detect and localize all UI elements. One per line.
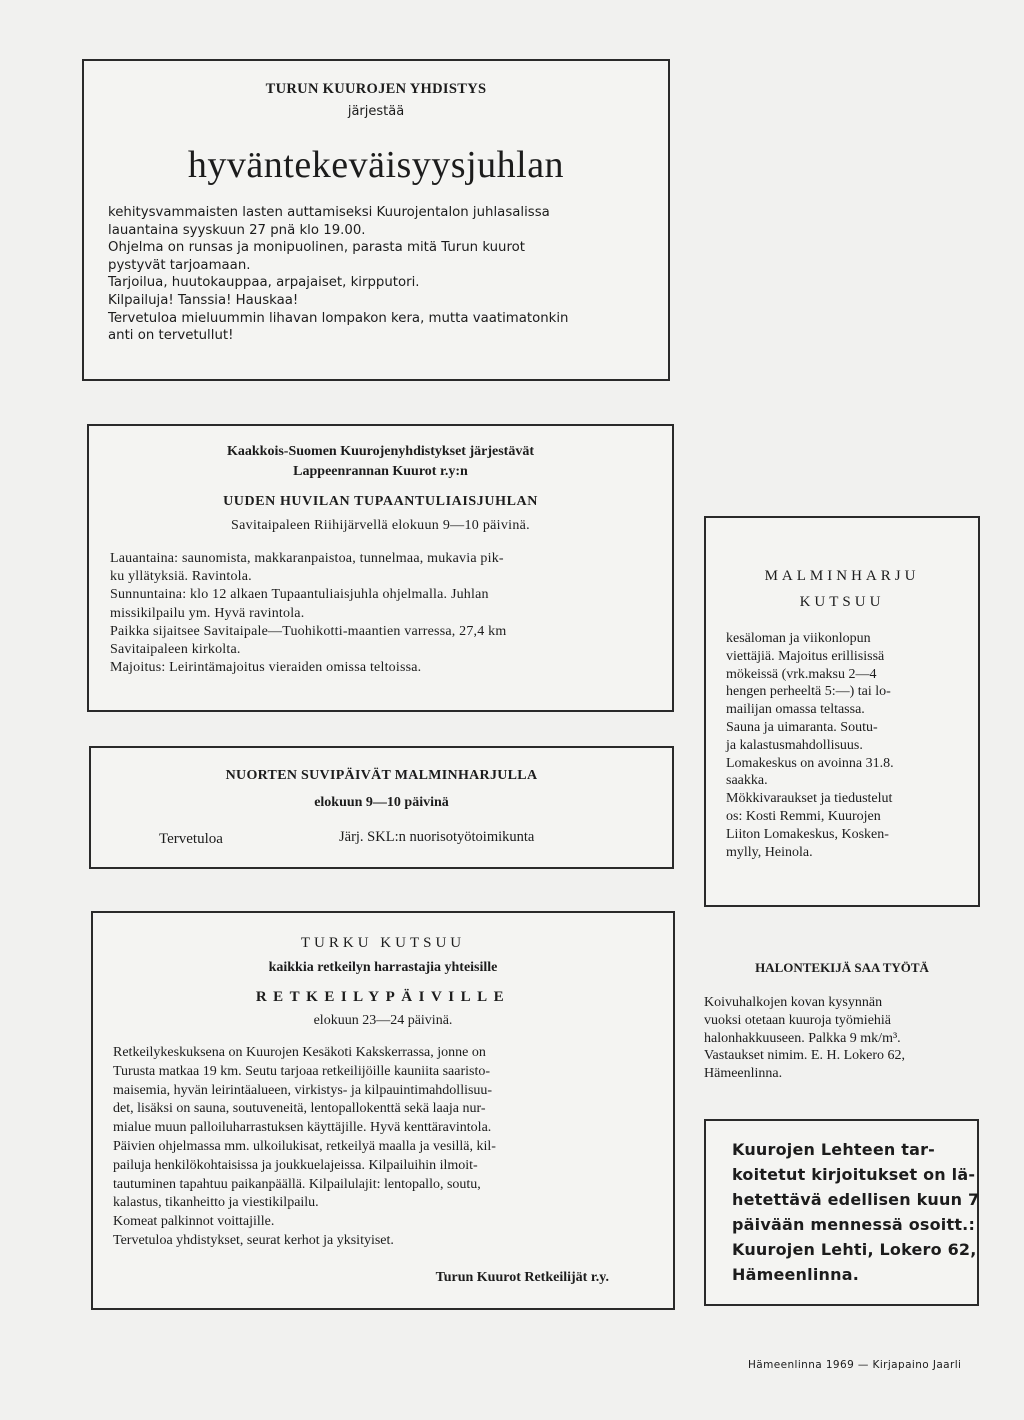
ad-line: Savitaipaleen kirkolta. bbox=[110, 642, 241, 658]
ad-body bbox=[704, 994, 980, 1083]
ad-turku-kutsuu bbox=[91, 911, 675, 1310]
ad-line: maisemia, hyvän leirintäalueen, virkistys- ja kilpauintimahdollisuu- bbox=[113, 1082, 493, 1098]
ad-date: elokuun 9—10 päivinä bbox=[314, 795, 449, 810]
ad-event: RETKEILYPÄIVILLE bbox=[255, 989, 511, 1005]
ad-line: Retkeilykeskuksena on Kuurojen Kesäkoti Kakskerrassa, jonne on bbox=[113, 1045, 486, 1060]
ad-body bbox=[113, 1044, 659, 1251]
ad-line: Kilpailuja! Tanssia! Hauskaa! bbox=[108, 292, 299, 308]
ad-tupaantuliaiset bbox=[87, 424, 674, 712]
notice-body bbox=[732, 1137, 979, 1287]
ad-line: Koivuhalkojen kovan kysynnän bbox=[704, 995, 883, 1010]
editorial-notice bbox=[704, 1119, 979, 1306]
ad-subtitle: KUTSUU bbox=[799, 594, 885, 610]
ad-line: Turusta matkaa 19 km. Seutu tarjoaa retkeilijöille kauniita saaristo- bbox=[113, 1063, 491, 1079]
ad-line: mylly, Heinola. bbox=[726, 844, 813, 860]
ad-welcome: Tervetuloa bbox=[159, 831, 223, 847]
ad-line: det, lisäksi on sauna, soutuveneitä, lentopallokenttä sekä laaja nur- bbox=[113, 1101, 486, 1117]
notice-line: päivään mennessä osoitt.: bbox=[732, 1215, 976, 1234]
ad-line: mökeissä (vrk.maksu 2—4 bbox=[726, 666, 877, 682]
ad-line: pystyvät tarjoamaan. bbox=[108, 257, 251, 273]
notice-line: Hämeenlinna. bbox=[732, 1265, 859, 1284]
ad-kuurojen-yhdistys bbox=[82, 59, 670, 381]
ad-line: halonhakkuuseen. Palkka 9 mk/m³. bbox=[704, 1030, 901, 1046]
ad-line: hengen perheeltä 5:—) tai lo- bbox=[726, 684, 891, 700]
ad-suvipaivat bbox=[89, 746, 674, 869]
ad-line: Mökkivaraukset ja tiedustelut bbox=[726, 791, 893, 807]
ad-line: saakka. bbox=[726, 773, 768, 789]
ad-organizer bbox=[339, 829, 534, 846]
ad-organizer-text: Järj. SKL:n nuorisotyötoimikunta bbox=[339, 829, 535, 845]
ad-organizer: TURUN KUUROJEN YHDISTYS bbox=[265, 81, 487, 97]
ad-line: Ohjelma on runsas ja monipuolinen, parasta mitä Turun kuurot bbox=[108, 240, 525, 256]
ad-signature: Turun Kuurot Retkeilijät r.y. bbox=[435, 1270, 609, 1285]
ad-line: kehitysvammaisten lasten auttamiseksi Kuurojentalon juhlasalissa bbox=[108, 205, 550, 220]
ad-title: MALMINHARJU bbox=[764, 568, 920, 584]
ad-title-line2: Lappeenrannan Kuurot r.y:n bbox=[293, 464, 468, 479]
ad-title: HALONTEKIJÄ SAA TYÖTÄ bbox=[755, 960, 929, 975]
ad-line: Liiton Lomakeskus, Kosken- bbox=[726, 826, 889, 842]
ad-line: kesäloman ja viikonlopun bbox=[726, 631, 871, 646]
ad-line: Tervetuloa mieluummin lihavan lompakon kera, mutta vaatimatonkin bbox=[108, 310, 569, 326]
ad-body bbox=[110, 550, 658, 677]
notice-line: Kuurojen Lehteen tar- bbox=[732, 1140, 936, 1159]
ad-line: viettäjiä. Majoitus erillisissä bbox=[726, 648, 885, 664]
ad-malminharju bbox=[704, 516, 980, 907]
ad-line: ku yllätyksiä. Ravintola. bbox=[110, 569, 252, 585]
ad-line: Lomakeskus on avoinna 31.8. bbox=[726, 755, 894, 771]
ad-line: Päivien ohjelmassa mm. ulkoilukisat, retkeilyä maalla ja vesillä, kil- bbox=[113, 1138, 496, 1154]
ad-date: elokuun 23—24 päivinä. bbox=[313, 1013, 453, 1028]
ad-line: Vastaukset nimim. E. H. Lokero 62, bbox=[704, 1048, 906, 1064]
ad-line: Lauantaina: saunomista, makkaranpaistoa, tunnelmaa, mukavia pik- bbox=[110, 551, 504, 566]
ad-line: Hämeenlinna. bbox=[704, 1066, 783, 1082]
ad-body bbox=[108, 204, 656, 345]
notice-line: hetettävä edellisen kuun 7 bbox=[732, 1190, 980, 1209]
ad-line: anti on tervetullut! bbox=[108, 328, 234, 344]
ad-line: lauantaina syyskuun 27 pnä klo 19.00. bbox=[108, 222, 366, 238]
ad-line: mailijan omassa teltassa. bbox=[726, 702, 865, 718]
ad-title: NUORTEN SUVIPÄIVÄT MALMINHARJULLA bbox=[225, 768, 538, 783]
ad-line: mialue muun palloiluharrastuksen käyttäjille. Hyvä kenttäravintola. bbox=[113, 1120, 492, 1136]
ad-line: Sunnuntaina: klo 12 alkaen Tupaantuliaisjuhla ohjelmalla. Juhlan bbox=[110, 587, 489, 603]
ad-line: missikilpailu ym. Hyvä ravintola. bbox=[110, 605, 305, 621]
notice-line: koitetut kirjoitukset on lä- bbox=[732, 1165, 976, 1184]
ad-place-date: Savitaipaleen Riihijärvellä elokuun 9—10 päivinä. bbox=[231, 518, 530, 533]
ad-line: os: Kosti Remmi, Kuurojen bbox=[726, 808, 881, 824]
ad-line: tautuminen tapahtuu paikanpäällä. Kilpailulajit: lentopallo, soutu, bbox=[113, 1176, 481, 1192]
ad-line: pailuja henkilökohtaisissa ja joukkuelajeissa. Kilpailuihin ilmoit- bbox=[113, 1157, 478, 1173]
ad-title-line1: Kaakkois-Suomen Kuurojenyhdistykset järjestävät bbox=[227, 444, 534, 459]
ad-line: kalastus, tikanheitto ja viestikilpailu. bbox=[113, 1195, 319, 1211]
ad-body bbox=[726, 630, 966, 861]
ad-line: Majoitus: Leirintämajoitus vieraiden omissa teltoissa. bbox=[110, 660, 422, 676]
ad-line: Sauna ja uimaranta. Soutu- bbox=[726, 719, 878, 735]
ad-line: vuoksi otetaan kuuroja työmiehiä bbox=[704, 1012, 892, 1028]
ad-line: Tervetuloa yhdistykset, seurat kerhot ja yksityiset. bbox=[113, 1232, 394, 1248]
ad-line: ja kalastusmahdollisuus. bbox=[726, 737, 863, 753]
ad-line: Komeat palkinnot voittajille. bbox=[113, 1214, 275, 1230]
ad-title: TURKU KUTSUU bbox=[300, 935, 466, 951]
ad-subtitle: kaikkia retkeilyn harrastajia yhteisille bbox=[268, 960, 498, 975]
notice-line: Kuurojen Lehti, Lokero 62, bbox=[732, 1240, 977, 1259]
ad-line: Paikka sijaitsee Savitaipale—Tuohikotti-maantien varressa, 27,4 km bbox=[110, 623, 507, 639]
ad-line: Tarjoilua, huutokauppaa, arpajaiset, kirpputori. bbox=[108, 275, 420, 291]
page-footer: Hämeenlinna 1969 — Kirjapaino Jaarli bbox=[748, 1359, 962, 1371]
ad-headline: hyväntekeväisyysjuhlan bbox=[187, 144, 565, 186]
ad-halontekija bbox=[704, 960, 980, 1083]
ad-event: UUDEN HUVILAN TUPAANTULIAISJUHLAN bbox=[223, 494, 538, 509]
ad-subtitle: järjestää bbox=[347, 104, 405, 119]
